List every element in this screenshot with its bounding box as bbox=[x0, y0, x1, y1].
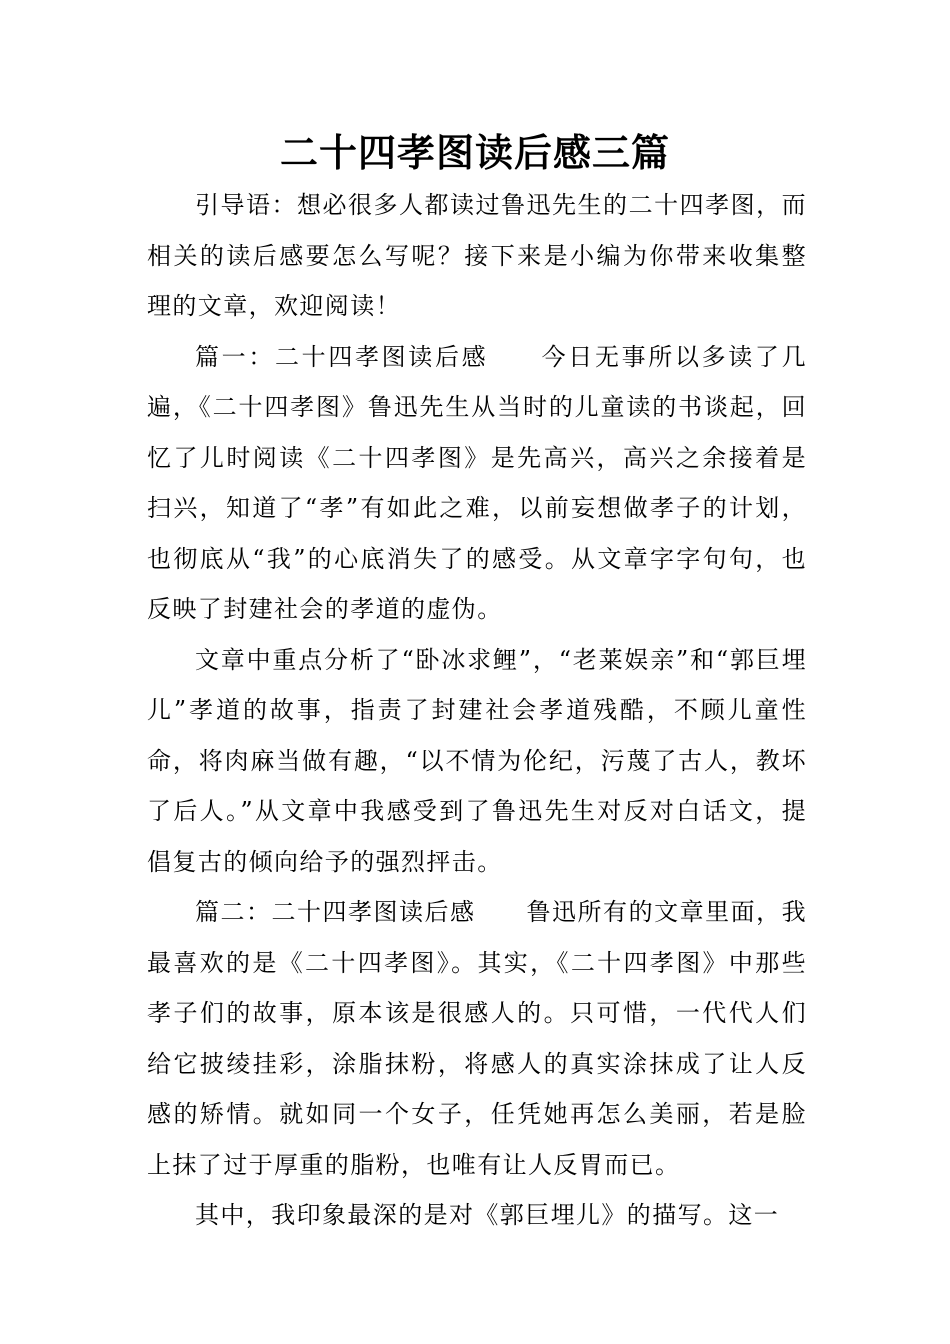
body-paragraph: 篇二：二十四孝图读后感 鲁迅所有的文章里面，我最喜欢的是《二十四孝图》。其实，《二十四孝图》中那些孝子们的故事，原本该是很感人的。只可惜，一代代人们给它披绫挂彩，涂脂抹粉，将感人的真实涂抹成了让人反感的矫情。就如同一个女子，任凭她再怎么美丽，若是脸上抹了过于厚重的脂粉，也唯有让人反胃而已。 bbox=[147, 898, 807, 1179]
intro-paragraph: 引导语：想必很多人都读过鲁迅先生的二十四孝图，而相关的读后感要怎么写呢？接下来是小编为你带来收集整理的文章，欢迎阅读！ bbox=[147, 191, 807, 320]
body-paragraph: 其中，我印象最深的是对《郭巨埋儿》的描写。这一 bbox=[195, 1201, 780, 1229]
document-body bbox=[147, 180, 807, 1241]
body-paragraph: 文章中重点分析了“卧冰求鲤”，“老莱娱亲”和“郭巨埋儿”孝道的故事，指责了封建社会孝道残酷，不顾儿童性命，将肉麻当做有趣，“以不情为伦纪，污蔑了古人，教坏了后人。”从文章中我感受到了鲁迅先生对反对白话文，提倡复古的倾向给予的强烈抨击。 bbox=[147, 645, 807, 876]
document-title: 二十四孝图读后感三篇 bbox=[279, 131, 670, 175]
body-paragraph: 篇一：二十四孝图读后感 今日无事所以多读了几遍，《二十四孝图》鲁迅先生从当时的儿童读的书谈起，回忆了儿时阅读《二十四孝图》是先高兴，高兴之余接着是扫兴，知道了“孝”有如此之难，以前妄想做孝子的计划，也彻底从“我”的心底消失了的感受。从文章字字句句，也反映了封建社会的孝道的虚伪。 bbox=[147, 342, 807, 623]
